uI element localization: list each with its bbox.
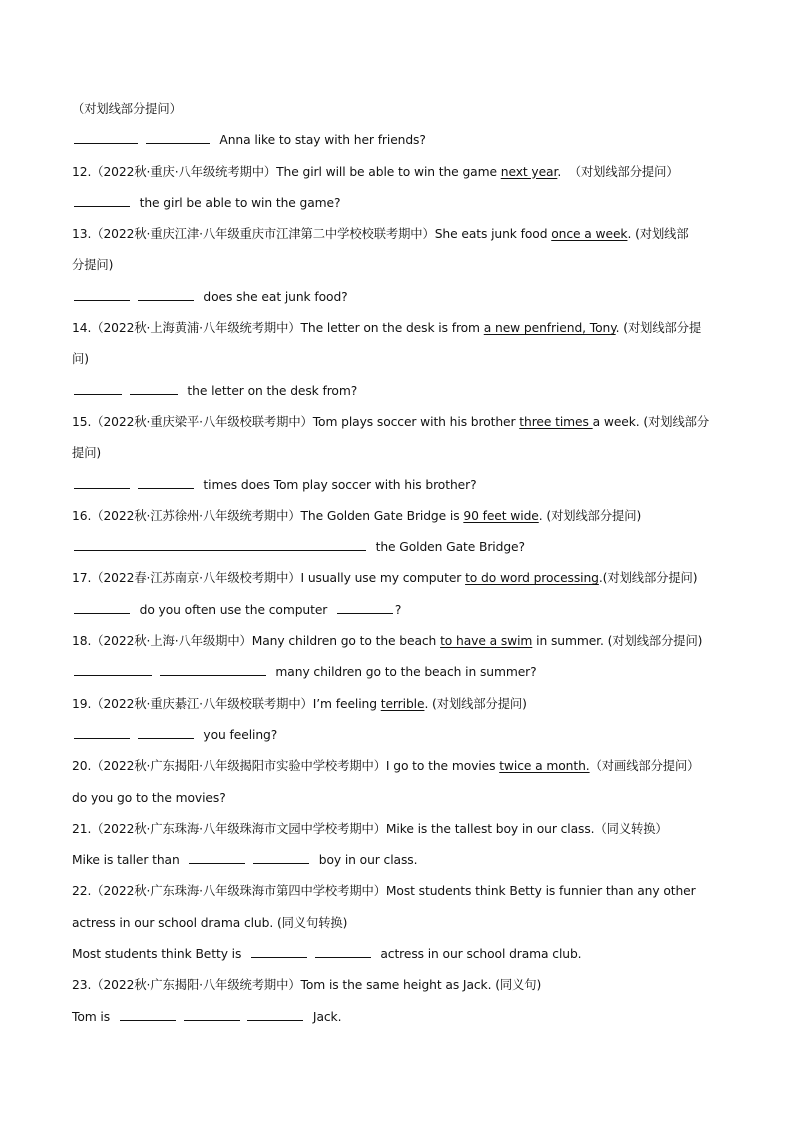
text-segment <box>309 947 313 961</box>
underlined-phrase: three times <box>519 414 593 429</box>
text-line <box>72 563 724 594</box>
text-segment: the Golden Gate Bridge? <box>368 540 525 555</box>
answer-blank[interactable] <box>74 478 130 489</box>
text-line <box>72 344 724 375</box>
text-segment <box>140 133 144 147</box>
text-segment: 21.（2022秋·广东珠海·八年级珠海市文园中学校考期中）Mike is the tallest boy in our class.（同义转换） <box>72 821 668 836</box>
answer-blank[interactable] <box>189 853 245 864</box>
text-line <box>72 970 724 1001</box>
text-segment: 14.（2022秋·上海黄浦·八年级统考期中）The letter on the desk is from <box>72 321 484 336</box>
text-line <box>72 282 724 313</box>
text-segment: 15.（2022秋·重庆梁平·八年级校联考期中）Tom plays soccer with his brother <box>72 414 520 429</box>
text-segment: . （对划线部分提问） <box>557 164 679 179</box>
text-segment: （对划线部分提问） <box>72 102 182 116</box>
text-line <box>72 939 724 970</box>
text-segment: . (对划线部分提问) <box>424 696 527 711</box>
answer-blank[interactable] <box>251 947 307 958</box>
text-segment: do you often use the computer <box>132 602 335 617</box>
answer-blank[interactable] <box>74 133 138 144</box>
text-segment: 提问) <box>72 446 102 461</box>
text-segment: 22.（2022秋·广东珠海·八年级珠海市第四中学校考期中）Most students think Betty is funnier than any other <box>72 884 696 899</box>
text-segment <box>132 478 136 492</box>
text-line <box>72 626 724 657</box>
text-segment: ? <box>394 602 402 617</box>
text-segment: 18.（2022秋·上海·八年级期中）Many children go to the beach <box>72 634 441 649</box>
answer-blank[interactable] <box>138 728 194 739</box>
text-segment: in summer. (对划线部分提问) <box>532 634 703 649</box>
answer-blank[interactable] <box>184 1010 240 1021</box>
text-line <box>72 689 724 720</box>
text-segment <box>124 384 128 398</box>
text-segment: Tom is <box>72 1009 118 1024</box>
underlined-phrase: to have a swim <box>440 634 533 649</box>
answer-blank[interactable] <box>138 478 194 489</box>
text-line <box>72 908 724 939</box>
answer-blank[interactable] <box>74 603 130 614</box>
answer-blank[interactable] <box>337 603 393 614</box>
text-segment: the girl be able to win the game? <box>132 195 341 210</box>
text-segment: . (对划线部 <box>627 227 689 242</box>
answer-blank[interactable] <box>74 665 152 676</box>
answer-blank[interactable] <box>146 133 210 144</box>
underlined-phrase: once a week <box>551 227 628 242</box>
text-segment: 19.（2022秋·重庆綦江·八年级校联考期中）I’m feeling <box>72 696 381 711</box>
text-segment: a week. (对划线部分 <box>592 414 710 429</box>
underlined-phrase: next year <box>500 164 558 179</box>
text-line <box>72 438 724 469</box>
text-segment: the letter on the desk from? <box>179 383 358 398</box>
answer-blank[interactable] <box>74 384 122 395</box>
underlined-phrase: 90 feet wide <box>463 508 539 523</box>
answer-blank[interactable] <box>130 384 178 395</box>
answer-blank[interactable] <box>247 1010 303 1021</box>
answer-blank[interactable] <box>138 290 194 301</box>
text-segment: do you go to the movies? <box>72 790 226 805</box>
text-segment: 23.（2022秋·广东揭阳·八年级统考期中）Tom is the same height as Jack. (同义句) <box>72 978 542 993</box>
text-line <box>72 751 724 782</box>
text-line <box>72 501 724 532</box>
text-segment <box>242 1010 246 1024</box>
answer-blank[interactable] <box>120 1010 176 1021</box>
text-line <box>72 876 724 907</box>
text-segment: Mike is taller than <box>72 853 188 868</box>
answer-blank[interactable] <box>74 540 366 551</box>
text-segment: Most students think Betty is <box>72 947 249 962</box>
text-segment: 分提问) <box>72 258 114 273</box>
text-line <box>72 720 724 751</box>
text-segment: 16.（2022秋·江苏徐州·八年级统考期中）The Golden Gate Bridge is <box>72 508 464 523</box>
text-segment: Anna like to stay with her friends? <box>211 133 426 148</box>
underlined-phrase: terrible <box>380 696 425 711</box>
text-line <box>72 657 724 688</box>
answer-blank[interactable] <box>74 728 130 739</box>
text-segment: actress in our school drama club. <box>372 947 582 962</box>
text-segment: . (对划线部分提问) <box>538 508 642 523</box>
text-segment: 问) <box>72 352 89 367</box>
text-segment <box>154 665 158 679</box>
text-segment: many children go to the beach in summer? <box>267 665 537 680</box>
text-line <box>72 376 724 407</box>
text-segment: 17.（2022春·江苏南京·八年级校考期中）I usually use my computer <box>72 571 466 586</box>
text-line <box>72 814 724 845</box>
text-line <box>72 125 724 156</box>
text-segment: Jack. <box>305 1009 342 1024</box>
text-segment: actress in our school drama club. (同义句转换) <box>72 915 348 930</box>
text-line <box>72 532 724 563</box>
text-segment: times does Tom play soccer with his brother? <box>195 477 477 492</box>
answer-blank[interactable] <box>315 947 371 958</box>
text-segment: . (对划线部分提 <box>615 321 702 336</box>
text-segment: 20.（2022秋·广东揭阳·八年级揭阳市实验中学校考期中）I go to the movies <box>72 759 500 774</box>
text-segment: you feeling? <box>195 727 278 742</box>
underlined-phrase: a new penfriend, Tony <box>483 321 616 336</box>
text-line <box>72 470 724 501</box>
answer-blank[interactable] <box>160 665 266 676</box>
text-line <box>72 157 724 188</box>
text-line <box>72 188 724 219</box>
text-line <box>72 94 724 125</box>
text-segment <box>132 290 136 304</box>
text-segment: .(对划线部分提问) <box>598 571 698 586</box>
answer-blank[interactable] <box>74 196 130 207</box>
text-segment <box>247 853 251 867</box>
underlined-phrase: to do word processing <box>465 571 599 586</box>
text-line <box>72 783 724 814</box>
text-line <box>72 595 724 626</box>
answer-blank[interactable] <box>74 290 130 301</box>
text-line <box>72 407 724 438</box>
text-segment: （对画线部分提问） <box>589 759 700 774</box>
text-line <box>72 250 724 281</box>
text-segment: 13.（2022秋·重庆江津·八年级重庆市江津第二中学校校联考期中）She eats junk food <box>72 227 552 242</box>
text-line <box>72 845 724 876</box>
underlined-phrase: twice a month. <box>499 759 590 774</box>
text-segment <box>132 728 136 742</box>
worksheet-page <box>72 94 724 1033</box>
text-segment: 12.（2022秋·重庆·八年级统考期中）The girl will be able to win the game <box>72 164 501 179</box>
answer-blank[interactable] <box>253 853 309 864</box>
text-segment <box>178 1010 182 1024</box>
text-line <box>72 313 724 344</box>
text-segment: does she eat junk food? <box>195 289 348 304</box>
text-line <box>72 1002 724 1033</box>
text-line <box>72 219 724 250</box>
text-segment: boy in our class. <box>311 853 418 868</box>
